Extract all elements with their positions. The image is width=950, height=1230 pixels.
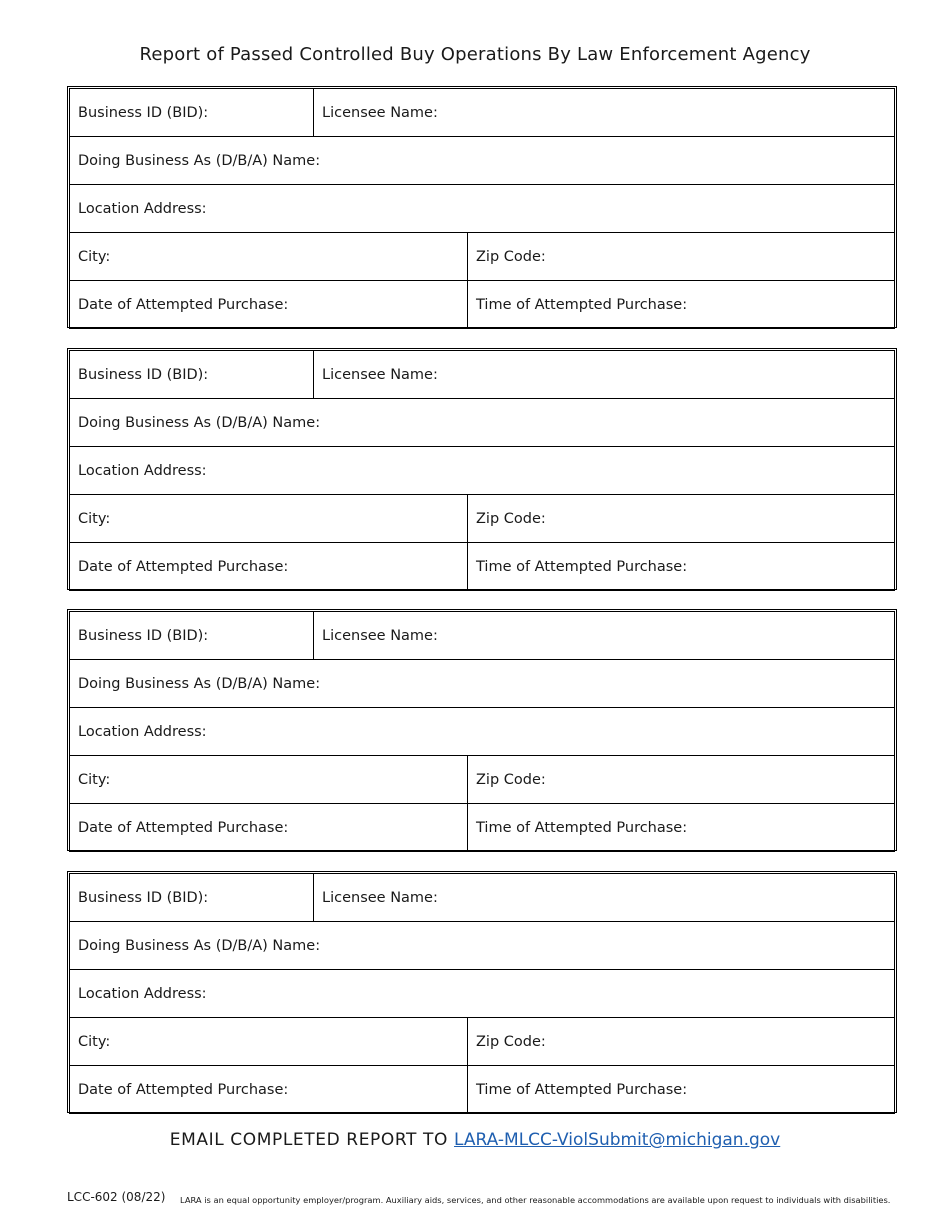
report-entry-table [69,350,895,591]
dba-name-field[interactable]: Doing Business As (D/B/A) Name: [70,922,895,970]
dba-name-field[interactable]: Doing Business As (D/B/A) Name: [70,399,895,447]
licensee-name-field[interactable]: Licensee Name: [314,351,895,399]
dba-name-field[interactable]: Doing Business As (D/B/A) Name: [70,660,895,708]
business-id-field[interactable]: Business ID (BID): [70,612,314,660]
licensee-name-field[interactable]: Licensee Name: [314,612,895,660]
business-id-field[interactable]: Business ID (BID): [70,89,314,137]
location-address-field[interactable]: Location Address: [70,970,895,1018]
location-address-field[interactable]: Location Address: [70,185,895,233]
zip-code-field[interactable]: Zip Code: [468,1018,895,1066]
email-instruction-label: EMAIL COMPLETED REPORT TO [169,1130,449,1150]
report-entry-table [69,873,895,1114]
date-of-purchase-field[interactable]: Date of Attempted Purchase: [70,543,468,591]
city-field[interactable]: City: [70,495,468,543]
report-entry-table [69,88,895,329]
date-of-purchase-field[interactable]: Date of Attempted Purchase: [70,1066,468,1114]
email-instruction [0,1130,950,1150]
city-field[interactable]: City: [70,233,468,281]
page-title: Report of Passed Controlled Buy Operations By Law Enforcement Agency [139,44,811,65]
location-address-field[interactable]: Location Address: [70,447,895,495]
location-address-field[interactable]: Location Address: [70,708,895,756]
licensee-name-field[interactable]: Licensee Name: [314,89,895,137]
date-of-purchase-field[interactable]: Date of Attempted Purchase: [70,281,468,329]
time-of-purchase-field[interactable]: Time of Attempted Purchase: [468,804,895,852]
zip-code-field[interactable]: Zip Code: [468,233,895,281]
time-of-purchase-field[interactable]: Time of Attempted Purchase: [468,1066,895,1114]
report-entry-1 [67,86,897,328]
date-of-purchase-field[interactable]: Date of Attempted Purchase: [70,804,468,852]
report-entry-4 [67,871,897,1113]
report-entry-2 [67,348,897,590]
dba-name-field[interactable]: Doing Business As (D/B/A) Name: [70,137,895,185]
zip-code-field[interactable]: Zip Code: [468,495,895,543]
business-id-field[interactable]: Business ID (BID): [70,351,314,399]
time-of-purchase-field[interactable]: Time of Attempted Purchase: [468,543,895,591]
email-link[interactable]: LARA-MLCC-ViolSubmit@michigan.gov [454,1130,781,1150]
form-number: LCC-602 (08/22) [67,1190,166,1204]
report-entry-3 [67,609,897,851]
time-of-purchase-field[interactable]: Time of Attempted Purchase: [468,281,895,329]
zip-code-field[interactable]: Zip Code: [468,756,895,804]
city-field[interactable]: City: [70,756,468,804]
licensee-name-field[interactable]: Licensee Name: [314,874,895,922]
city-field[interactable]: City: [70,1018,468,1066]
disclaimer-text: LARA is an equal opportunity employer/program. Auxiliary aids, services, and other reasonable accommodations are available upon request to individuals with disabilities. [180,1195,891,1205]
business-id-field[interactable]: Business ID (BID): [70,874,314,922]
report-entry-table [69,611,895,852]
